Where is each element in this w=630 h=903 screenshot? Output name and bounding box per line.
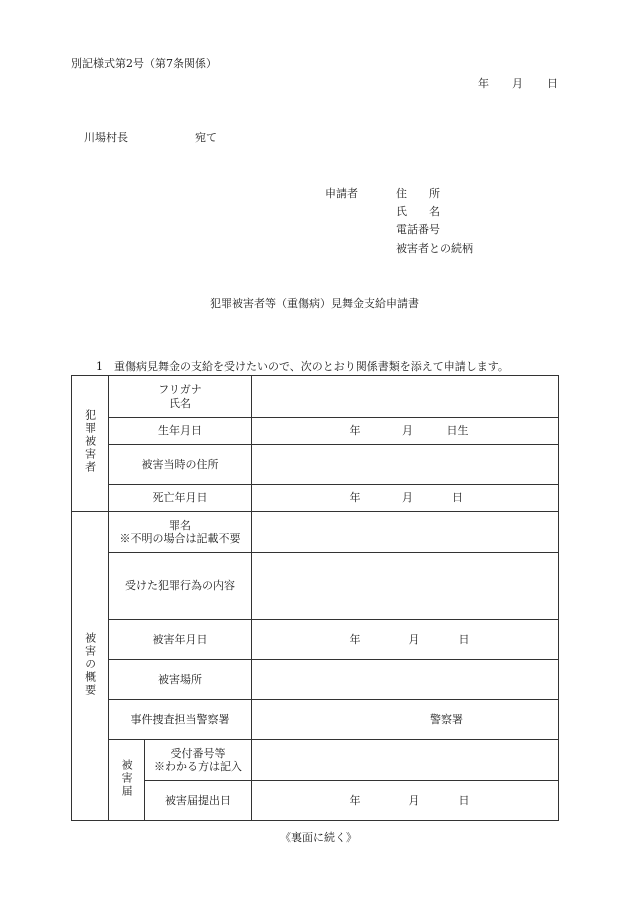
date-day-label: 日: [547, 77, 558, 90]
police-suffix: 警察署: [430, 712, 464, 726]
birth-field[interactable]: [252, 418, 559, 445]
birth-month-label: 月: [402, 424, 414, 438]
report-day-label: 日: [458, 793, 470, 807]
continued-note: 《裏面に続く》: [280, 831, 357, 844]
receipt-label: 受付番号等: [170, 746, 226, 760]
address-label: 被害当時の住所: [109, 445, 252, 485]
name-label-cell: [109, 376, 252, 418]
applicant-address-label: 住 所: [396, 187, 440, 200]
report-date-label: 被害届提出日: [145, 781, 252, 821]
applicant-phone-label: 電話番号: [396, 223, 440, 236]
report-month-label: 月: [408, 793, 420, 807]
death-month-label: 月: [402, 491, 414, 505]
damage-month-label: 月: [408, 632, 420, 646]
date-year-label: 年: [478, 77, 489, 90]
birth-year-label: 年: [349, 424, 361, 438]
police-field[interactable]: [252, 700, 559, 740]
crime-content-field[interactable]: [252, 553, 559, 620]
report-year-label: 年: [349, 793, 361, 807]
report-group-label: 被害届: [120, 758, 134, 798]
report-date-field[interactable]: [252, 781, 559, 821]
police-label: 事件捜査担当警察署: [109, 700, 252, 740]
crime-name-label-cell: [109, 512, 252, 553]
application-form-table: [71, 375, 559, 821]
document-title: 犯罪被害者等（重傷病）見舞金支給申請書: [210, 297, 419, 310]
birth-label: 生年月日: [109, 418, 252, 445]
date-month-label: 月: [512, 77, 523, 90]
damage-date-field[interactable]: [252, 620, 559, 660]
applicant-name-label: 氏 名: [396, 205, 440, 218]
address-field[interactable]: [252, 445, 559, 485]
crime-name-field[interactable]: [252, 512, 559, 553]
name-label: 氏名: [169, 396, 191, 410]
damage-place-field[interactable]: [252, 660, 559, 700]
damage-group-cell: [72, 512, 109, 821]
report-group-cell: [109, 740, 145, 821]
applicant-relation-label: 被害者との続柄: [396, 242, 473, 255]
victim-group-label: 犯罪被害者: [83, 409, 97, 475]
furigana-label: フリガナ: [158, 383, 202, 397]
death-day-label: 日: [452, 491, 464, 505]
death-field[interactable]: [252, 485, 559, 512]
death-label: 死亡年月日: [109, 485, 252, 512]
form-number: 別記様式第2号（第7条関係）: [71, 57, 217, 70]
damage-day-label: 日: [458, 632, 470, 646]
crime-name-note: ※不明の場合は記載不要: [119, 532, 241, 545]
name-field[interactable]: [252, 376, 559, 418]
victim-group-cell: [72, 376, 109, 512]
intro-text: 1 重傷病見舞金の支給を受けたいので、次のとおり関係書類を添えて申請します。: [96, 360, 509, 373]
death-year-label: 年: [349, 491, 361, 505]
applicant-label: 申請者: [325, 187, 358, 200]
receipt-label-cell: [145, 740, 252, 781]
receipt-note: ※わかる方は記入: [154, 760, 242, 773]
damage-date-label: 被害年月日: [109, 620, 252, 660]
crime-name-label: 罪名: [169, 518, 191, 532]
damage-group-label: 被害の概要: [83, 631, 97, 697]
damage-place-label: 被害場所: [109, 660, 252, 700]
addressee-suffix: 宛て: [195, 131, 217, 144]
crime-content-label: 受けた犯罪行為の内容: [109, 553, 252, 620]
damage-year-label: 年: [349, 632, 361, 646]
birth-day-label: 日生: [446, 424, 469, 438]
receipt-field[interactable]: [252, 740, 559, 781]
addressee-name: 川場村長: [84, 131, 128, 144]
